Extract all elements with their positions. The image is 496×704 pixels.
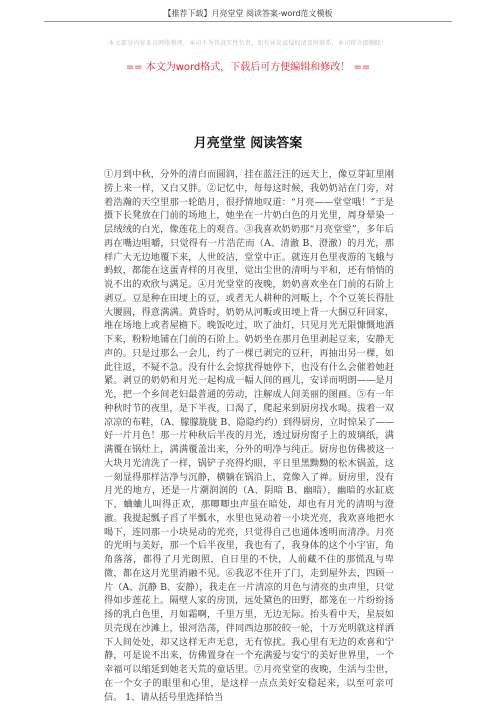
header-divider [44, 21, 452, 22]
editable-notice: == 本文为word格式，下载后可方便编辑和修改！ == [125, 62, 371, 73]
disclaimer-text: 本文部分内容来自网络整理，本司不为其真实性负责，如有异议或侵权请及时联系，本司将立即删除！ [108, 40, 388, 47]
header-banner: 【推荐下载】月亮堂堂 阅读答案-word范文模板 [163, 9, 333, 18]
article-body: ①月到中秋，分外的清白而圆润，挂在蓝汪汪的远天上，像豆芽缸里刚捞上来一样，又白又胖。②记忆中，每每这时候，我奶奶站在门旁，对着浩瀚的天空里那一轮皓月，很抒情地叹道：“月亮——堂堂哦！”于是摄下长凳放在门前的场地上，她坐在一片奶白色的月光里，周身晕染一层绒绒的白光，像莲花上的观音。③我喜欢奶奶那“月亮堂堂”，多年后再在嘴边咀嚼，只觉得有一片浩茫而（A、清澈 B、澄澈）的月光，那样广大无边地覆下来，人世皎洁，堂堂中正。就连月色里夜游的飞蛾与蚂蚁，都能在这蛋青样的月夜里，觉出尘世的清明与平和，还有悄悄的说不出的欢欣与满足。④月光堂堂的夜晚，奶奶喜欢坐在门前的石阶上剥豆。豆是种在田埂上的豆，或者无人耕种的河畈上，个个豆荚长得肚大腰圆，得意满满。黄昏时，奶奶从河畈或田埂上背一大捆豆秆回家，堆在场地上或者屋檐下。晚饭吃过，吹了油灯，只见月光无限慷慨地洒下来，粉粉地铺在门前的石阶上。奶奶坐在那月色里剥起豆来，安静无声的。只是过那么一会儿，约了一棵已剥完的豆秆，再抽出另一棵，如此往返，不疑不急。没有什么会惊扰得她停下，也没有什么会催着她赶紧。剥豆的奶奶和月光一起构成一幅人间的画儿，安详而明朗——是月光，把一个乡间老妇最普通的劳动，注解成人间美丽的图画。⑤有一年种秋时节的夜里，是下半夜，口渴了，爬起来到厨房找水喝。拔着一双凉凉的布鞋，（A、朦朦胧胧 B、隐隐约约）到得厨房，立时惊呆了——好一片月色！那一片种秋后半夜的月光，透过厨房窗子上的玻璃纸，满满覆在锅灶上，满满覆盖出来，分外的明净与纯正。厨房也仿佛被这一大块月光清洗了一样，锅铲子亮得灼眼，平日里黑黝黝的松木锅盖，这一刻显得那样洁净与沉静，横躺在锅沿上，竟像入了禅。厨房里，没有月光的地方，还是一片潮润润的（A、阴暗 B、幽暗），幽暗的水缸底下，蛐蛐儿叫得正欢，那唧唧虫声虽在暗处，却也有月光的清明与澄澈。我提起瓢子舀了半瓢水，水里也晃动着一小块光亮，我欢喜地把水喝下，连同那一小块晃动的光亮，只觉得自己也通体透明而清净。月亮的光明与美好，那一个后半夜里，我也有了，我身体的这个小宇宙，角角落落，都得了月光朗照，自日里的不快，人前藏不住的那慌乱与卑微，都在这月光里消融不见。⑥我忍不住开了门，走到屋外去，四顾一片（A、沉静 B、安静），我走在一片清凉的月色与清亮的虫声里，只觉得如步莲花上。隔壁人家的房顶，远处黛色的田野，都笼在一片纷纷扬扬的乳白色里，月如霜啊，千里万里，无边无际。抬头看中天，星辰如贝壳现在沙滩上，银河浩荡，伴同西边那皎皎一轮，十万光明就这样洒下人间处处，却又这样无声无息，无有惊扰。我心里有无边的欢喜和宁静，可是说不出来，仿佛置身在一个充满爱与安宁的美好世界里，一个幸福可以缩延到她老天荒的童话里。⑦月亮堂堂的夜晚，生活与尘世，在一个女子的眼里和心里，是这样一点点美好安稳起来，以至可亲可信。 1、请从括号里选择恰当 [104, 169, 394, 703]
page-title: 月亮堂堂 阅读答案 [193, 136, 303, 151]
